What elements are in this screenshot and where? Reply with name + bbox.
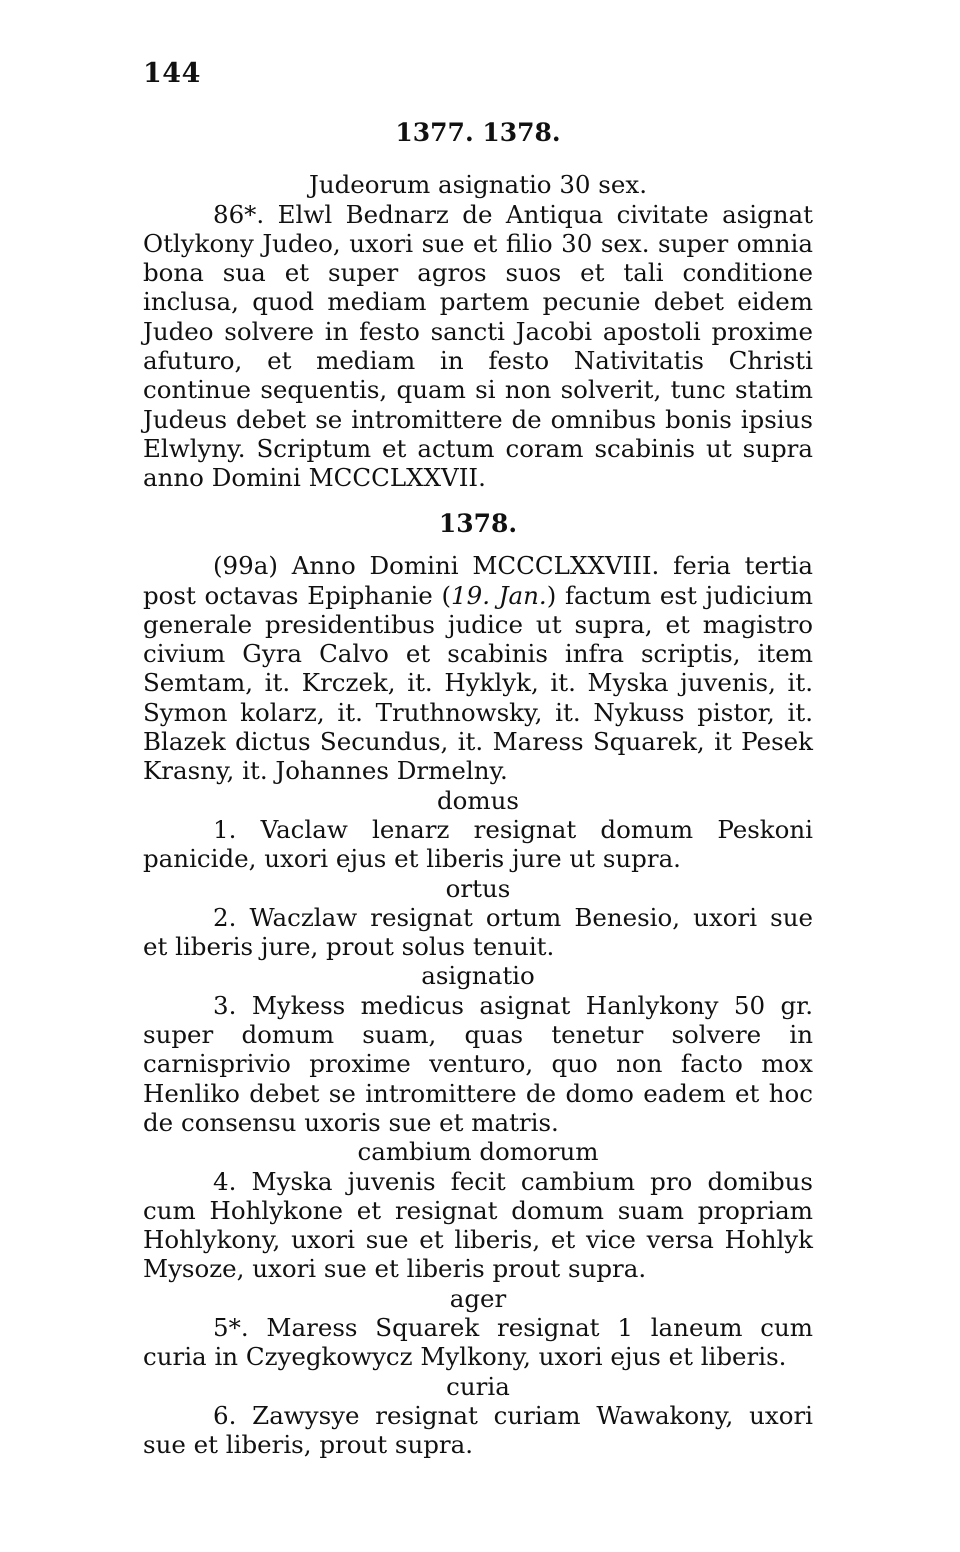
intro-date: 19. Jan. — [451, 580, 547, 610]
entry-text: 3. Mykess medicus asignat Hanlykony 50 gr. super domum suam, quas tenetur solvere in carnisprivio proxime venturo, quo non facto mox Henliko debet se intromittere de domo eadem et hoc de consensu uxoris sue et matris. — [143, 990, 813, 1137]
entry-text: 6. Zawysye resignat curiam Wawakony, uxori sue et liberis, prout supra. — [143, 1400, 813, 1460]
entry-heading: asignatio — [421, 961, 535, 991]
entry-text: 4. Myska juvenis fecit cambium pro domibus cum Hohlykone et resignat domum suam propriam Hohlykony, uxori sue et liberis, et vice versa Hohlyk Mysoze, uxori sue et liberis prout supra. — [143, 1166, 813, 1284]
intro-text-b: ) factum est judicium generale presidentibus judice ut supra, et magistro civium Gyra Calvo et scabinis infra scriptis, item Semtam, it. Krczek, it. Hyklyk, it. Myska juvenis, it. Symon kolarz, it. Truthnowsky, it. Nykuss pistor, it. Blazek dictus Secundus, it. Maress Squarek, it Pesek Krasny, it. Johannes Drmelny. — [143, 580, 814, 786]
page-number: 144 — [143, 58, 201, 89]
entry-heading: domus — [436, 785, 520, 815]
entry-text: 2. Waczlaw resignat ortum Benesio, uxori sue et liberis jure, prout solus tenuit. — [143, 902, 813, 962]
entry-text: 5*. Maress Squarek resignat 1 laneum cum curia in Czyegkowycz Mylkony, uxori ejus et liberis. — [143, 1313, 813, 1372]
years-heading: 1377. 1378. — [395, 118, 561, 147]
section-1378 — [143, 509, 813, 1460]
entry-heading: curia — [446, 1371, 510, 1401]
intro-paragraph — [143, 551, 813, 785]
entry-text: 1. Vaclaw lenarz resignat domum Peskoni panicide, uxori ejus et liberis jure ut supra. — [143, 814, 813, 874]
year-heading: 1378. — [438, 509, 518, 538]
entry-paragraph-86: 86*. Elwl Bednarz de Antiqua civitate asignat Otlykony Judeo, uxori sue et filio 30 sex. super omnia bona sua et super agros suos et tali conditione inclusa, quod mediam partem pecunie debet eidem Judeo solvere in festo sancti Jacobi apostoli proxime afuturo, et mediam in festo Nativitatis Christi continue sequentis, quam si non solverit, tunc statim Judeus debet se intromittere de omnibus bonis ipsius Elwlyny. Scriptum et actum coram scabinis ut supra anno Domini MCCCLXXVII. — [143, 199, 813, 493]
section-1377-1378 — [143, 118, 813, 493]
entry-heading: ager — [449, 1283, 507, 1313]
entry-heading: cambium domorum — [357, 1137, 599, 1167]
intro-text-a: (99a) Anno Domini MCCCLXXVIII. feria tertia post octavas Epiphanie ( — [143, 551, 813, 610]
entry-heading: ortus — [445, 873, 511, 903]
section-heading: Judeorum asignatio 30 sex. — [309, 170, 647, 200]
